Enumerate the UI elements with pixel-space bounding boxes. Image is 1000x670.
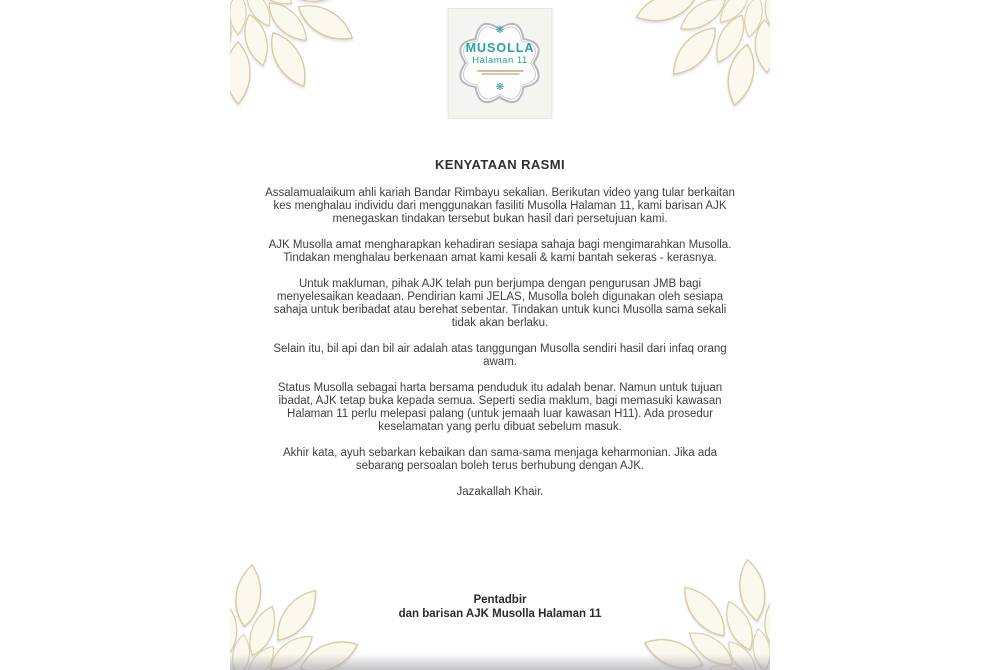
- logo-tagline-ornament: [477, 70, 523, 75]
- statement-document: [230, 0, 770, 670]
- statement-closing: Jazakallah Khair.: [456, 486, 544, 498]
- logo-subtitle: Halaman 11: [472, 55, 528, 66]
- statement-body: [264, 157, 736, 512]
- logo-star-ornament-top-icon: ❋: [495, 25, 505, 36]
- corner-mandala-bottom-right: [585, 507, 770, 670]
- logo-title: MUSOLLA: [465, 41, 535, 55]
- logo-star-ornament-bottom-icon: ❋: [495, 82, 505, 93]
- corner-mandala-top-left: [230, 0, 398, 132]
- statement-paragraph-2: AJK Musolla amat mengharapkan kehadiran sesiapa sahaja bagi mengimarahkan Musolla. Tindakan menghalau berkenaan amat kami kesali & kami bantah sekeras - kerasnya.: [268, 239, 732, 264]
- statement-heading: KENYATAAN RASMI: [435, 157, 565, 172]
- corner-mandala-top-right: [572, 0, 770, 166]
- statement-paragraph-6: Akhir kata, ayuh sebarkan kebaikan dan sama-sama menjaga keharmonian. Jika ada sebarang persoalan boleh terus berhubung dengan AJK.: [282, 447, 718, 472]
- statement-paragraph-1: Assalamualaikum ahli kariah Bandar Rimbayu sekalian. Berikutan video yang tular berkaitan kes menghalau individu dari menggunakan fasiliti Musolla Halaman 11, kami barisan AJK menegaskan tindakan tersebut bukan hasil dari persetujuan kami.: [265, 187, 735, 225]
- statement-paragraph-3: Untuk makluman, pihak AJK telah pun berjumpa dengan pengurusan JMB bagi menyelesaikan keadaan. Pendirian kami JELAS, Musolla boleh digunakan oleh sesiapa sahaja untuk beribadat atau berehat sebentar. Tindakan untuk kunci Musolla sama sekali tidak akan berlaku.: [273, 278, 727, 329]
- statement-paragraph-4: Selain itu, bil api dan bil air adalah atas tanggungan Musolla sendiri hasil dari infaq orang awam.: [273, 343, 727, 368]
- musolla-logo: [448, 8, 553, 119]
- bottom-shadow-band: [230, 654, 770, 670]
- statement-paragraph-5: Status Musolla sebagai harta bersama penduduk itu adalah benar. Namun untuk tujuan ibadat, AJK tetap buka kepada semua. Seperti sedia maklum, bagi memasuki kawasan Halaman 11 perlu melepasi palang (untuk jemaah luar kawasan H11). Ada prosedur keselamatan yang perlu dibuat sebelum masuk.: [277, 382, 723, 433]
- signoff-committee: dan barisan AJK Musolla Halaman 11: [398, 607, 602, 620]
- signoff-role: Pentadbir: [473, 594, 527, 606]
- signoff-block: [230, 594, 770, 621]
